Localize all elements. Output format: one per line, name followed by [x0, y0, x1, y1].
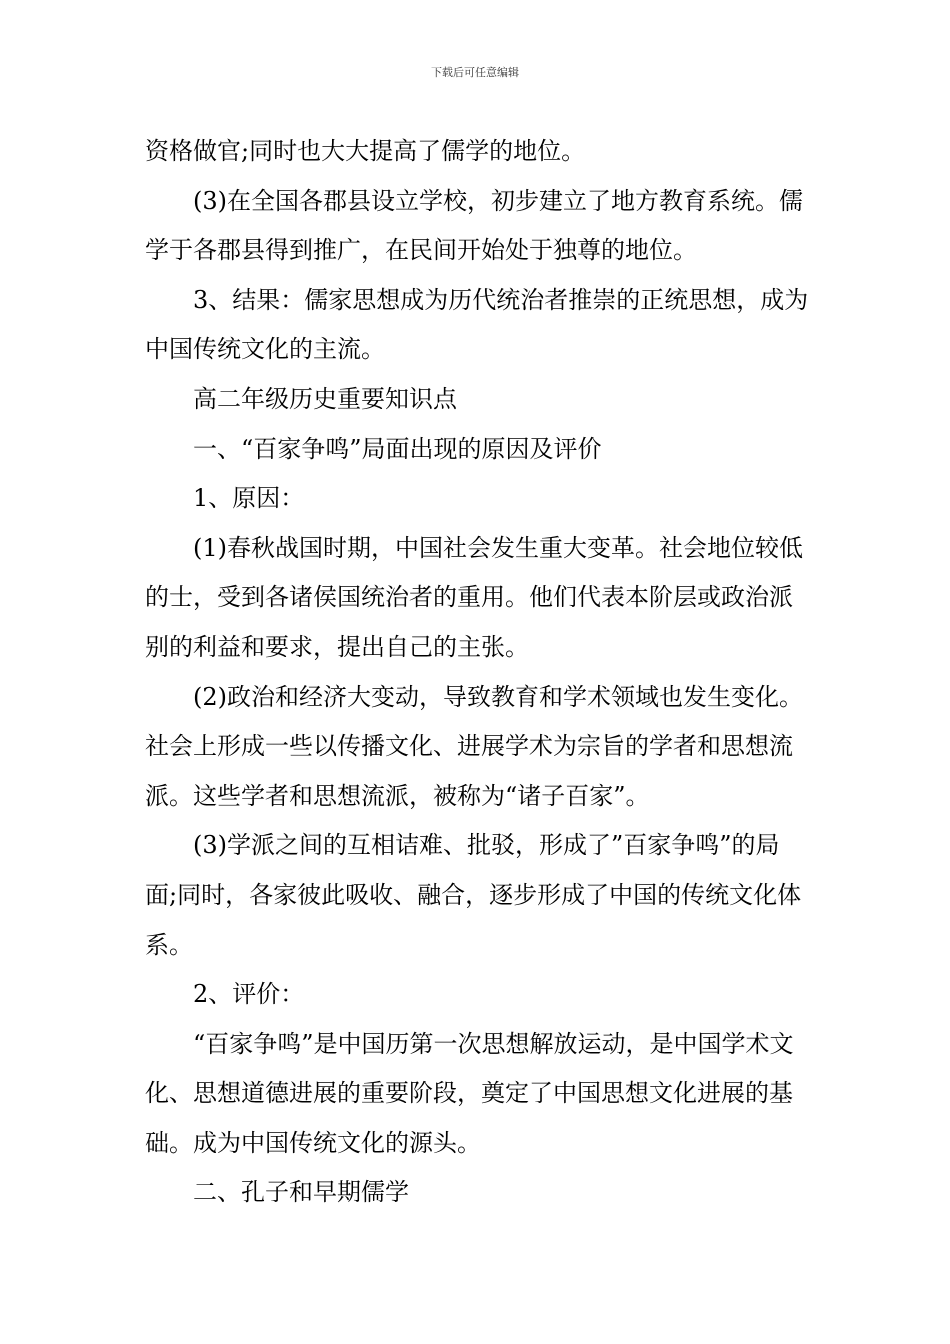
section-heading: 高二年级历史重要知识点 [193, 384, 457, 413]
paragraph: (3)学派之间的互相诘难、批驳，形成了”百家争鸣”的局面;同时，各家彼此吸收、融合，逐步形成了中国的传统文化体系。 [145, 831, 802, 959]
page-header: 下载后可任意编辑 [431, 66, 519, 79]
section-heading: 一、“百家争鸣”局面出现的原因及评价 [193, 434, 602, 463]
paragraph: 资格做官;同时也大大提高了儒学的地位。 [145, 137, 586, 165]
section-heading: 二、孔子和早期儒学 [193, 1178, 409, 1207]
subsection-heading: 1、原因： [193, 484, 305, 513]
paragraph: (3)在全国各郡县设立学校，初步建立了地方教育系统。儒学于各郡县得到推广，在民间开始处于独尊的地位。 [145, 186, 803, 265]
subsection-heading: 2、评价： [193, 980, 305, 1009]
paragraph: “百家争鸣”是中国历第一次思想解放运动，是中国学术文化、思想道德进展的重要阶段，奠定了中国思想文化进展的基础。成为中国传统文化的源头。 [145, 1029, 794, 1157]
paragraph: (2)政治和经济大变动，导致教育和学术领域也发生变化。社会上形成一些以传播文化、进展学术为宗旨的学者和思想流派。这些学者和思想流派，被称为“诸子百家”。 [145, 682, 803, 810]
paragraph: (1)春秋战国时期，中国社会发生重大变革。社会地位较低的士，受到各诸侯国统治者的重用。他们代表本阶层或政治派别的利益和要求，提出自己的主张。 [145, 533, 803, 661]
document-body [145, 127, 810, 1218]
paragraph: 3、结果：儒家思想成为历代统治者推崇的正统思想，成为中国传统文化的主流。 [145, 285, 809, 364]
